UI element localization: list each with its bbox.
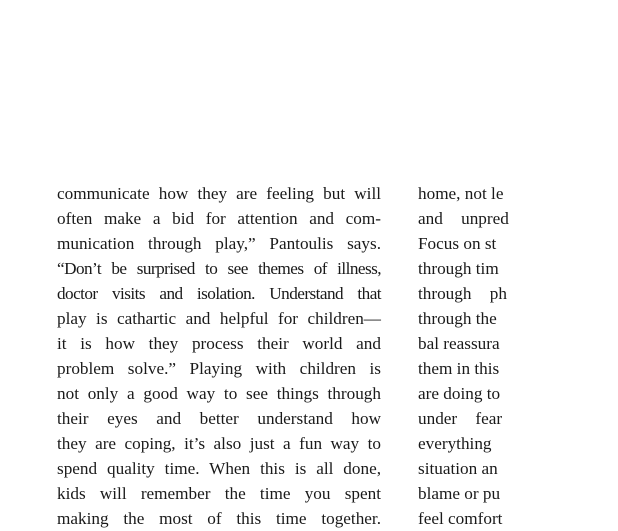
text-line: “Don’t be surprised to see themes of illness, [57, 259, 381, 278]
text-line: communicate how they are feeling but will [57, 184, 381, 203]
text-line: under fear [418, 409, 503, 428]
text-line: bal reassura [418, 334, 500, 353]
text-line: often make a bid for attention and com- [57, 209, 381, 228]
text-line: situation an [418, 459, 498, 478]
right-text-column [418, 181, 618, 531]
text-line: it is how they process their world and [57, 334, 381, 353]
text-line: play is cathartic and helpful for children— [57, 309, 381, 328]
text-line: them in this [418, 359, 500, 378]
text-line: and unpred [418, 209, 509, 228]
text-line: doctor visits and isolation. Understand that [57, 284, 381, 303]
text-line: not only a good way to see things through [57, 384, 381, 403]
text-line: are doing to [418, 384, 501, 403]
text-line: feel comfort [418, 509, 503, 528]
text-line: kids will remember the time you spent [57, 484, 381, 503]
text-line: blame or pu [418, 484, 501, 503]
text-line: home, not le [418, 184, 504, 203]
text-line: spend quality time. When this is all done, [57, 459, 381, 478]
left-text-column [57, 181, 381, 531]
text-line: munication through play,” Pantoulis says. [57, 234, 381, 253]
text-line: making the most of this time together. [57, 509, 381, 528]
text-line: their eyes and better understand how [57, 409, 381, 428]
text-line: through the [418, 309, 497, 328]
text-line: through ph [418, 284, 507, 303]
text-line: they are coping, it’s also just a fun way to [57, 434, 381, 453]
text-line: through tim [418, 259, 499, 278]
text-line: problem solve.” Playing with children is [57, 359, 381, 378]
text-line: everything [418, 434, 492, 453]
text-line: Focus on st [418, 234, 497, 253]
